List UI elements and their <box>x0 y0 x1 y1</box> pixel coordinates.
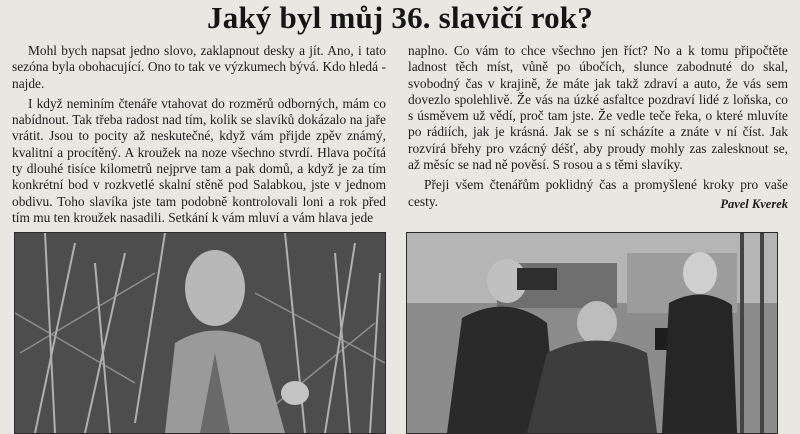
reeds-photo-image <box>15 233 385 433</box>
paragraph: naplno. Co vám to chce všechno jen říct? No a k tomu připočtěte ladnost těch míst, vůně po úbočích, slunce zabodnuté do skal, svobodný čas v krajině, že máte jak takž zdraví a auto, že vás sem dovezlo spolehlivě. Že vás na úzké asfaltce pozdraví lidé z loňska, co s úsměvem už vědí, proč tam jste. Že vedle teče řeka, o které mluvíte po rádiích, jak je krásná. Jak se s ní scházíte a znáte v ní číst. Jak rozvírá břehy pro vzácný déšť, aby proudy mohly zas zalesknout se, až měsíc se nad ně pověsí. S rosou a s těmi slavíky. <box>408 43 788 173</box>
paragraph: Přeji všem čtenářům poklidný čas a promyšlené kroky pro vaše cesty. <box>408 177 788 209</box>
left-column <box>12 43 386 226</box>
article-title: Jaký byl můj 36. slavičí rok? <box>207 0 593 35</box>
paragraph: Mohl bych napsat jedno slovo, zaklapnout desky a jít. Ano, i tato sezóna byla obohacující. Ono to tak ve výzkumech bývá. Kdo hledá - najde. <box>12 43 386 91</box>
photo-tv-interview <box>406 232 778 434</box>
interview-photo-image <box>407 233 777 433</box>
paragraph: I když neminím čtenáře vtahovat do rozměrů odborných, mám co nabídnout. Tak třeba radost nad tím, kolik se slavíků dokázalo na jaře vrátit. Jsou to pocity až neskutečné, když vám přijde zpěv známý, kvalitní a procítěný. A kroužek na noze všechno stvrdí. Hlava počítá ty dlouhé tisíce kilometrů nejprve tam a pak domů, a když je za tím konkrétní bod v rozkvetlé skalní stěně pod Salabkou, jste v jednom obdivu. Toho slavíka jste tam podobně kontrolovali loni a rok před tím mu ten kroužek nasadili. Setkání k vám mluví a vám hlava jede <box>12 95 386 225</box>
photo-man-in-reeds <box>14 232 386 434</box>
right-column <box>408 43 788 210</box>
author-signature: Pavel Kverek <box>720 197 788 211</box>
